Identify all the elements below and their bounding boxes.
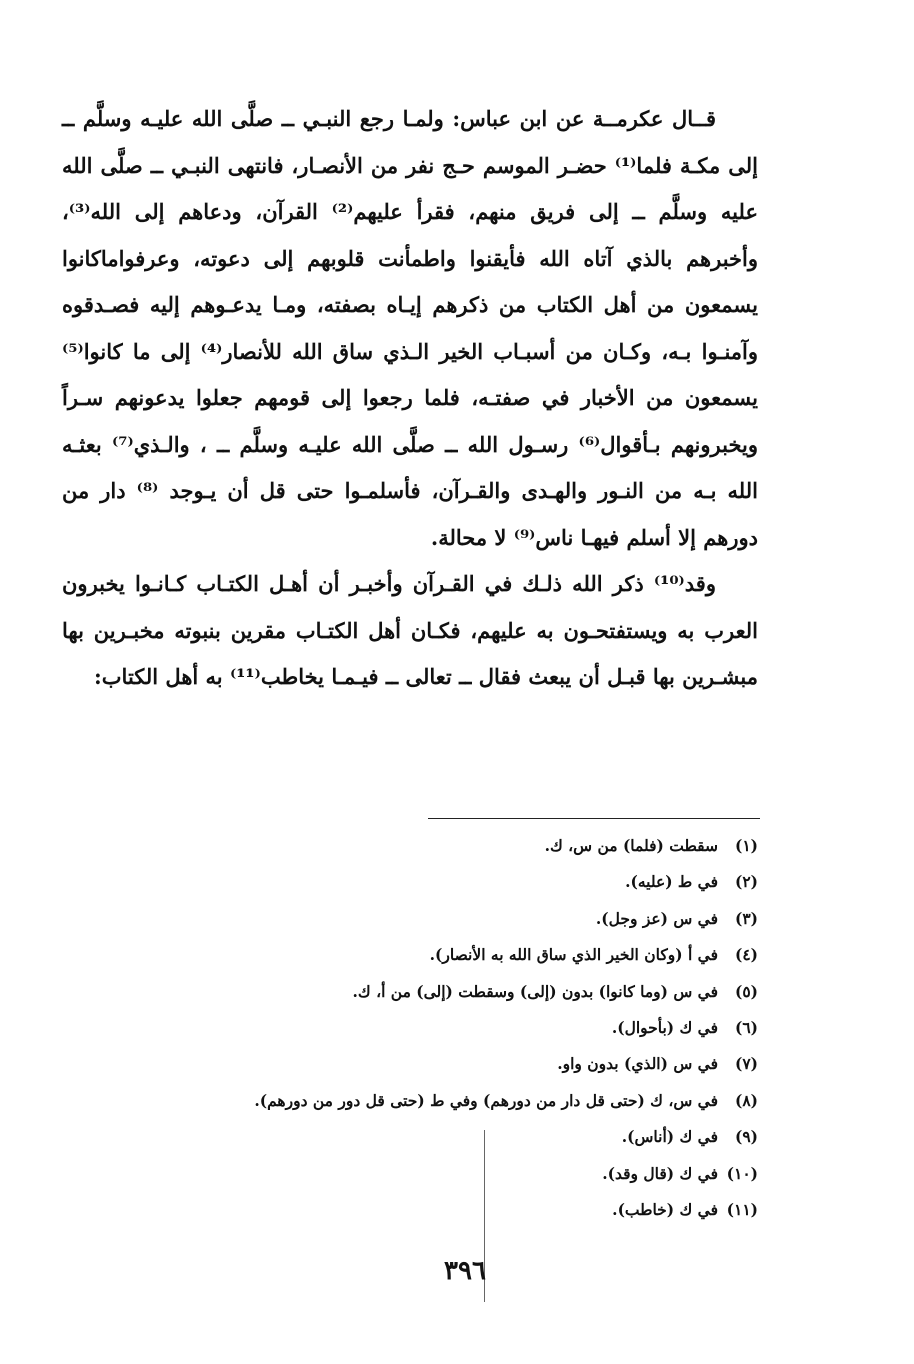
footnote-item	[138, 1119, 758, 1155]
footnote-text: سقطت (فلما) من س، ك.	[544, 836, 718, 855]
footnote-text: في ك (خاطب).	[612, 1200, 718, 1220]
footnote-item	[138, 974, 758, 1010]
footnote-number: (٥)	[734, 981, 758, 1001]
footnote-number: (٢)	[734, 872, 758, 892]
footnote-item	[138, 1010, 758, 1046]
footnote-number: (٣)	[734, 908, 758, 928]
footnote-text: في ك (أناس).	[621, 1127, 718, 1147]
main-text	[62, 96, 758, 701]
footnote-text: في ك (بأحوال).	[611, 1018, 718, 1038]
footnote-text: في س (وما كانوا) بدون (إلى) وسقطت (إلى) من أ، ك.	[352, 981, 718, 1001]
footnote-item	[138, 1192, 758, 1228]
footnote-number: (٩)	[734, 1127, 758, 1147]
footnote-item	[138, 1083, 758, 1119]
footnote-item	[138, 1156, 758, 1192]
footnote-number: (٤)	[734, 945, 758, 965]
footnotes-list	[138, 828, 758, 1228]
footnote-item	[138, 864, 758, 900]
paragraph-2: وقد⁽¹⁰⁾ ذكر الله ذلـك في القـرآن وأخبـر أن أهـل الكتـاب كـانـوا يخبرون العرب به ويستفتحـون به عليهم، فكـان أهل الكتـاب مقرين بنبوته مخبـرين بها مبشـرين بها قبـل أن يبعث فقال ــ تعالى ــ فيـمـا يخاطب⁽¹¹⁾ به أهل الكتاب:	[62, 571, 758, 689]
footnote-text: في س، ك (حتى قل دار من دورهم) وفي ط (حتى قل دور من دورهم).	[254, 1090, 718, 1110]
footnote-number: (١١)	[726, 1200, 758, 1220]
footnote-item	[138, 828, 758, 864]
footnote-text: في ك (قال وقد).	[602, 1163, 718, 1183]
footnote-number: (١٠)	[726, 1163, 758, 1183]
footnote-text: في س (الذي) بدون واو.	[557, 1054, 718, 1074]
footnote-item	[138, 937, 758, 973]
footnote-text: في ط (عليه).	[625, 872, 718, 892]
footnote-divider	[428, 818, 760, 819]
footnote-text: في س (عز وجل).	[595, 908, 718, 928]
footnote-text: في أ (وكان الخير الذي ساق الله به الأنصار).	[429, 945, 718, 965]
footnote-number: (٧)	[734, 1054, 758, 1074]
footnote-number: (٨)	[734, 1090, 758, 1110]
page-number: ٣٩٦	[444, 1256, 486, 1286]
footnote-item	[138, 901, 758, 937]
paragraph-1: قــال عكرمــة عن ابن عباس: ولمـا رجع النبـي ــ صلَّى الله عليـه وسلَّم ــ إلى مكـة فلما⁽¹⁾ حضـر الموسم حـج نفر من الأنصـار، فانتهى النبـي ــ صلَّى الله عليه وسلَّم ــ إلى فريق منهم، فقرأ عليهم⁽²⁾ القرآن، ودعاهم إلى الله⁽³⁾، وأخبرهم بالذي آتاه الله فأيقنوا واطمأنت قلوبهم إلى دعوته، وعرفواماكانوا يسمعون من أهل الكتاب من ذكرهم إيـاه بصفته، ومـا يدعـوهم إليه فصـدقوه وآمنـوا بـه، وكـان من أسبـاب الخير الـذي ساق الله للأنصار⁽⁴⁾ إلى ما كانوا⁽⁵⁾ يسمعون من الأخبار في صفتـه، فلما رجعوا إلى قومهم جعلوا يدعونهم سـراً ويخبرونهم بـأقوال⁽⁶⁾ رسـول الله ــ صلَّى الله عليـه وسلَّم ــ ، والـذي⁽⁷⁾ بعثـه الله بـه من النـور والهـدى والقـرآن، فأسلمـوا حتى قل أن يـوجد ⁽⁸⁾ دار من دورهم إلا أسلم فيهـا ناس⁽⁹⁾ لا محالة.	[62, 106, 759, 550]
footnote-item	[138, 1046, 758, 1082]
footnote-number: (٦)	[734, 1018, 758, 1038]
footnote-number: (١)	[734, 836, 758, 855]
